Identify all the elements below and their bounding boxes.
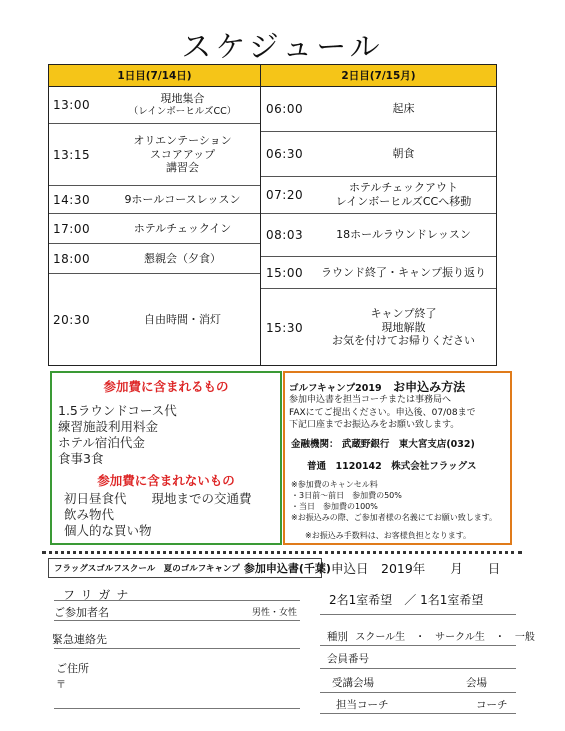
postal-mark: 〒 [56,680,66,691]
day2-column [261,87,496,365]
event-line: 9ホールコースレッスン [124,192,241,206]
text-line: 参加申込書を担当コーチまたは事務局へ [289,395,452,405]
schedule-row [261,87,496,132]
schedule-time: 13:00 [53,98,91,112]
gender-field[interactable]: 男性・女性 [252,608,298,618]
schedule-time: 06:30 [266,147,304,161]
schedule-event [311,87,496,131]
event-line: スコアアップ [149,147,216,161]
fees-box [50,371,282,545]
event-line: キャンプ終了 [370,306,437,320]
schedule-event [311,214,496,256]
event-line: 自由時間・消灯 [144,313,221,327]
fee-note: ※お振込み手数料は、お客様負担となります。 [305,531,472,540]
member-no-label: 会員番号 [327,653,369,665]
schedule-row [49,274,260,366]
schedule-event [311,289,496,366]
included-title: 参加費に含まれるもの [103,379,229,394]
coach-label: 担当コーチ [336,699,389,711]
account-info: 普通 1120142 株式会社フラッグス [307,461,477,472]
schedule-time: 15:30 [266,320,304,335]
schedule-event [105,186,260,213]
schedule-event [311,177,496,213]
cut-line [42,551,522,554]
schedule-time: 08:03 [266,228,304,242]
schedule-row [261,289,496,366]
event-line: 講習会 [166,161,199,175]
apply-title [289,376,465,395]
schedule-row [261,257,496,289]
event-line: 懇親会（夕食） [144,251,221,265]
venue-label: 受講会場 [332,677,374,689]
apply-title-prefix: ゴルフキャンプ2019 [289,383,382,394]
schedule-row [49,244,260,274]
bank-info [291,439,475,452]
schedule-time: 17:00 [53,221,91,236]
event-sub: （レインボーヒルズCC） [128,105,237,117]
apply-body [289,394,476,432]
schedule-row [261,214,496,257]
text-line: ※お振込みの際、ご参加者様の名義にてお願い致します。 [291,513,498,522]
address-label: ご住所 [56,662,89,675]
application-method-box [283,371,512,545]
cancel-policy [291,479,497,523]
event-line: お気を付けてお帰りください [332,334,475,348]
schedule-event [105,274,260,366]
venue-field[interactable]: 会場 [466,677,487,689]
schedule-event [105,124,260,185]
schedule-event [105,244,260,273]
type-options: スクール生 ・ サークル生 ・ 一般 [355,632,535,643]
type-label: 種別 [327,631,348,643]
list-item: 個人的な買い物 [64,523,152,538]
coach-field[interactable]: コーチ [476,699,508,711]
schedule-row [49,124,260,186]
excluded-title: 参加費に含まれないもの [97,473,235,488]
list-item: 初日昼食代 現地までの交通費 [64,491,252,506]
schedule-time: 20:30 [53,313,91,327]
event-line: 18ホールラウンドレッスン [336,228,471,242]
text-line: FAXにてご提出ください。申込後、07/08まで [289,407,476,418]
member-line [320,668,516,669]
schedule-row [49,214,260,244]
schedule-row [49,186,260,214]
event-line: 現地集合 [160,92,205,106]
form-header-small: フラッグスゴルフスクール 夏のゴルフキャンプ [54,564,240,574]
type-line [320,645,516,646]
page-title: スケジュール [181,30,384,65]
apply-date-field[interactable]: 申込日 2019年 月 日 [331,561,501,576]
schedule-row [49,87,260,124]
text-line: ・3日前～前日 参加費の50% [291,491,402,500]
event-line: ホテルチェックイン [133,221,232,235]
room-preference[interactable]: 2名1室希望 ／ 1名1室希望 [329,593,484,607]
coach-line [320,713,516,714]
schedule-time: 13:15 [53,147,91,162]
name-line [54,620,300,621]
event-line: ラウンド終了・キャンプ振り返り [321,265,486,279]
schedule-time: 06:00 [266,102,304,116]
event-line: オリエンテーション [133,133,232,147]
list-item: 練習施設利用料金 [58,419,159,434]
day1-column [49,87,260,365]
schedule-row [261,177,496,214]
bank-label: 金融機関： [291,439,339,450]
included-list [58,403,177,467]
furigana-line [54,600,300,601]
address-line [54,708,300,709]
schedule-row [261,132,496,177]
apply-title-main: お申込み方法 [393,380,466,394]
event-line: 朝食 [392,147,415,161]
text-line: ・当日 参加費の100% [291,502,378,511]
schedule-time: 15:00 [266,265,304,280]
bank-name: 武蔵野銀行 東大宮支店(032) [341,439,475,450]
emergency-line [54,648,300,649]
schedule-table [48,64,497,366]
event-line: 現地解散 [381,320,426,334]
event-line: 起床 [392,102,415,116]
schedule-time: 14:30 [53,192,91,207]
name-label: ご参加者名 [54,606,109,619]
list-item: ホテル宿泊代金 [58,435,145,450]
room-line [320,614,516,615]
excluded-list [64,491,252,539]
schedule-time: 18:00 [53,251,91,266]
venue-line [320,692,516,693]
schedule-event [311,257,496,288]
schedule-time: 07:20 [266,188,304,202]
list-item: 1.5ラウンドコース代 [58,403,177,418]
text-line: 下記口座までお振込みをお願い致します。 [289,420,460,430]
event-line: レインボーヒルズCCへ移動 [335,195,472,208]
schedule-event [105,214,260,243]
type-field[interactable] [327,628,535,644]
furigana-label: フリガナ [63,588,135,602]
day2-header: 2日目(7/15月) [261,65,496,87]
text-line: ※参加費のキャンセル料 [291,480,378,489]
form-header-big: 参加申込書(千葉) [243,562,331,575]
schedule-event [311,132,496,176]
event-line: ホテルチェックアウト [348,181,459,195]
list-item: 飲み物代 [64,507,115,522]
day1-header: 1日目(7/14日) [49,65,260,87]
emergency-label: 緊急連絡先 [52,633,107,646]
list-item: 食事3食 [58,451,104,466]
schedule-event [105,87,260,123]
form-header [48,558,331,578]
